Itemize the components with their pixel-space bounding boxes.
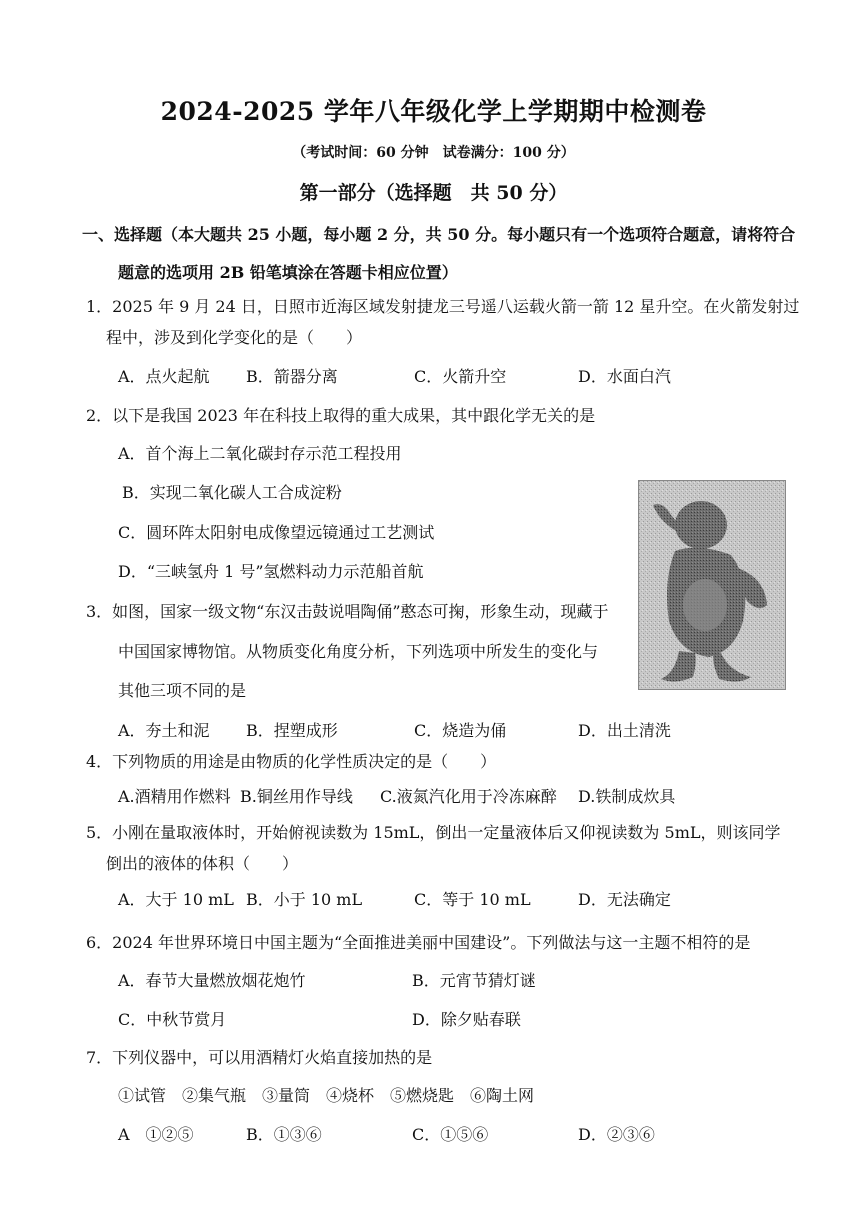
q5-option-d: D．无法确定 bbox=[578, 890, 671, 909]
q7-option-b: B．①③⑥ bbox=[246, 1125, 322, 1144]
q1-stem-line2: 程中，涉及到化学变化的是（ ） bbox=[106, 328, 363, 347]
q2-option-d: D．“三峡氢舟 1 号”氢燃料动力示范船首航 bbox=[118, 562, 424, 581]
q4-option-c: C.液氮汽化用于冷冻麻醉 bbox=[380, 787, 557, 806]
q3-stem-line2: 中国国家博物馆。从物质变化角度分析，下列选项中所发生的变化与 bbox=[118, 642, 599, 661]
q1-stem-line1: 1．2025 年 9 月 24 日，日照市近海区域发射捷龙三号遥八运载火箭一箭 12 星升空。在火箭发射过 bbox=[86, 297, 800, 316]
q2-option-b: B．实现二氧化碳人工合成淀粉 bbox=[122, 483, 342, 502]
q6-option-b: B．元宵节猜灯谜 bbox=[412, 971, 536, 990]
q7-stem: 7．下列仪器中，可以用酒精灯火焰直接加热的是 bbox=[86, 1048, 433, 1067]
q3-option-b: B．捏塑成形 bbox=[246, 721, 338, 740]
q5-option-a: A．大于 10 mL bbox=[118, 890, 234, 909]
q3-stem-line3: 其他三项不同的是 bbox=[118, 681, 247, 700]
q4-option-b: B.铜丝用作导线 bbox=[240, 787, 353, 806]
q7-option-a: A ①②⑤ bbox=[118, 1125, 194, 1144]
q1-option-b: B．箭器分离 bbox=[246, 367, 338, 386]
q1-option-d: D．水面白汽 bbox=[578, 367, 671, 386]
section-instructions-line2: 题意的选项用 2B 铅笔填涂在答题卡相应位置） bbox=[118, 263, 458, 282]
q1-option-c: C．火箭升空 bbox=[414, 367, 507, 386]
exam-subtitle: （考试时间：60 分钟 试卷满分：100 分） bbox=[292, 145, 575, 161]
q5-option-b: B．小于 10 mL bbox=[246, 890, 363, 909]
q3-option-c: C．烧造为俑 bbox=[414, 721, 507, 740]
part-title: 第一部分（选择题 共 50 分） bbox=[299, 182, 568, 204]
q5-stem-line1: 5．小刚在量取液体时，开始俯视读数为 15mL，倒出一定量液体后又仰视读数为 5mL，则该同学 bbox=[86, 823, 781, 842]
q4-option-a: A.酒精用作燃料 bbox=[118, 787, 231, 806]
q6-stem: 6．2024 年世界环境日中国主题为“全面推进美丽中国建设”。下列做法与这一主题不相符的是 bbox=[86, 933, 751, 952]
q3-option-a: A．夯土和泥 bbox=[118, 721, 210, 740]
q2-option-c: C．圆环阵太阳射电成像望远镜通过工艺测试 bbox=[118, 523, 435, 542]
section-instructions-line1: 一、选择题（本大题共 25 小题，每小题 2 分，共 50 分。每小题只有一个选项符合题意，请将符合 bbox=[82, 225, 796, 244]
q6-option-c: C．中秋节赏月 bbox=[118, 1010, 227, 1029]
q7-option-d: D．②③⑥ bbox=[578, 1125, 655, 1144]
q5-stem-line2: 倒出的液体的体积（ ） bbox=[106, 854, 299, 873]
q5-option-c: C．等于 10 mL bbox=[414, 890, 531, 909]
pottery-figurine-photo bbox=[638, 480, 786, 690]
q2-stem: 2．以下是我国 2023 年在科技上取得的重大成果，其中跟化学无关的是 bbox=[86, 406, 596, 425]
exam-title: 2024-2025 学年八年级化学上学期期中检测卷 bbox=[160, 97, 707, 126]
q2-option-a: A．首个海上二氧化碳封存示范工程投用 bbox=[118, 444, 402, 463]
q6-option-d: D．除夕贴春联 bbox=[412, 1010, 521, 1029]
q4-stem: 4．下列物质的用途是由物质的化学性质决定的是（ ） bbox=[86, 752, 497, 771]
q3-stem-line1: 3．如图，国家一级文物“东汉击鼓说唱陶俑”憨态可掬，形象生动，现藏于 bbox=[86, 602, 609, 621]
q4-option-d: D.铁制成炊具 bbox=[578, 787, 676, 806]
q7-option-c: C．①⑤⑥ bbox=[412, 1125, 489, 1144]
q3-option-d: D．出土清洗 bbox=[578, 721, 671, 740]
q6-option-a: A．春节大量燃放烟花炮竹 bbox=[118, 971, 306, 990]
q1-option-a: A．点火起航 bbox=[118, 367, 210, 386]
q7-instrument-list: ①试管 ②集气瓶 ③量筒 ④烧杯 ⑤燃烧匙 ⑥陶土网 bbox=[118, 1086, 535, 1105]
